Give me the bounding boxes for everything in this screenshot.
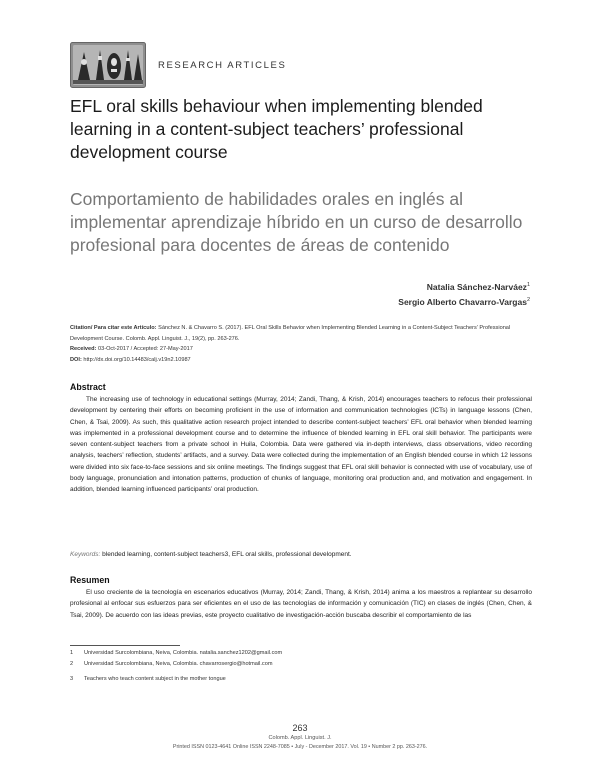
citation-line: Citation/ Para citar este Artículo: Sánchez N. & Chavarro S. (2017). EFL Oral Skills Behavior when Implementing Blended Learning in a Content-Subject Teachers’ Professional Development Course. Colomb. Appl. Linguist. J., 19(2), pp. 263-276. <box>70 325 511 342</box>
article-title-spanish: Comportamiento de habilidades orales en inglés al implementar aprendizaje híbrido en un curso de desarrollo profesional para docentes de áreas de contenido <box>70 189 523 255</box>
footnote-3: 3 Teachers who teach content subject in the mother tongue <box>70 676 226 682</box>
footnotes <box>70 648 282 685</box>
author-2: Sergio Alberto Chavarro-Vargas$^2$ <box>398 296 530 307</box>
footnote-divider <box>70 645 180 646</box>
section-label: RESEARCH ARTICLES <box>158 60 287 71</box>
article-title-english: EFL oral skills behaviour when implementing blended learning in a content-subject teachers’ professional development course <box>70 96 483 162</box>
keywords-label: Keywords: <box>70 551 101 558</box>
journal-logo <box>70 42 146 88</box>
doi-line: DOI: http://dx.doi.org/10.14483/calj.v19n2.10987 <box>70 356 191 363</box>
received-line: Received: 03-Oct-2017 / Accepted: 27-May-2017 <box>70 346 193 352</box>
footnote-2: 2 Universidad Surcolombiana, Neiva, Colombia. chavarrosergio@hotmail.com <box>70 661 273 667</box>
abstract-text: The increasing use of technology in educational settings (Murray, 2014; Zandi, Thang, & Krish, 2014) encourages teachers to refocus their professional development by centering their efforts on becoming proficient in the use of information and communication technologies (ICTs) in language lessons (Chen, Chen, & Tsai, 2009). As such, this qualitative action research project intended to describe content-subject teachers’ EFL oral behavior when blended learning was implemented in a professional development course and to determine the influence of blended learning in EFL oral skill behavior. The participants were seven content-subject teachers from a private school in Huila, Colombia. Data were gathered via in-depth interviews, class observations, video recording analysis, teachers’ reflection, students’ artifacts, and a survey. Data were collected during the implementation of an English blended course in which 12 lessons were divided into six face-to-face sessions and six online meetings. The findings suggest that EFL oral skill behavior is connected with use of vocabulary, use of body language, pronunciation and intonation patterns, production of chunks of language, monitoring oral production and, and motivation and engagement. In addition, blended learning influenced participants’ oral production. <box>70 396 532 494</box>
page-number: 263 <box>292 723 308 733</box>
authors-block <box>398 279 530 309</box>
doi-link[interactable]: http://dx.doi.org/10.14483/calj.v19n2.10987 <box>83 356 191 363</box>
author-1: Natalia Sánchez-Narváez$^1$ <box>426 281 530 292</box>
journal-short-name: Colomb. Appl. Linguist. J. <box>268 735 332 741</box>
resumen-heading: Resumen <box>70 575 110 585</box>
keywords-text: blended learning, content-subject teachers3, EFL oral skills, professional development. <box>102 551 352 558</box>
keywords-line <box>70 551 352 558</box>
citation-block <box>70 323 535 365</box>
footnote-1: 1 Universidad Surcolombiana, Neiva, Colombia. natalia.sanchez1202@gmail.com <box>70 650 283 656</box>
abstract-heading: Abstract <box>70 382 106 392</box>
resumen-text: El uso creciente de la tecnología en escenarios educativos (Murray, 2014; Zandi, Thang, & Krish, 2014) anima a los maestros a replantear su desarrollo profesional al enfocar sus esfuerzos para ser eficientes en el uso de las tecnologías de información y comunicación (TIC) en clases de inglés (Chen, Chen, & Tsai, 2009). De acuerdo con las ideas previas, este proyecto cualitativo de investigación-acción buscaba describir el comportamiento de las <box>70 589 532 619</box>
issn-line: Printed ISSN 0123-4641 Online ISSN 2248-7085 • July - December 2017. Vol. 19 • Number 2 pp. 263-276. <box>172 744 428 750</box>
